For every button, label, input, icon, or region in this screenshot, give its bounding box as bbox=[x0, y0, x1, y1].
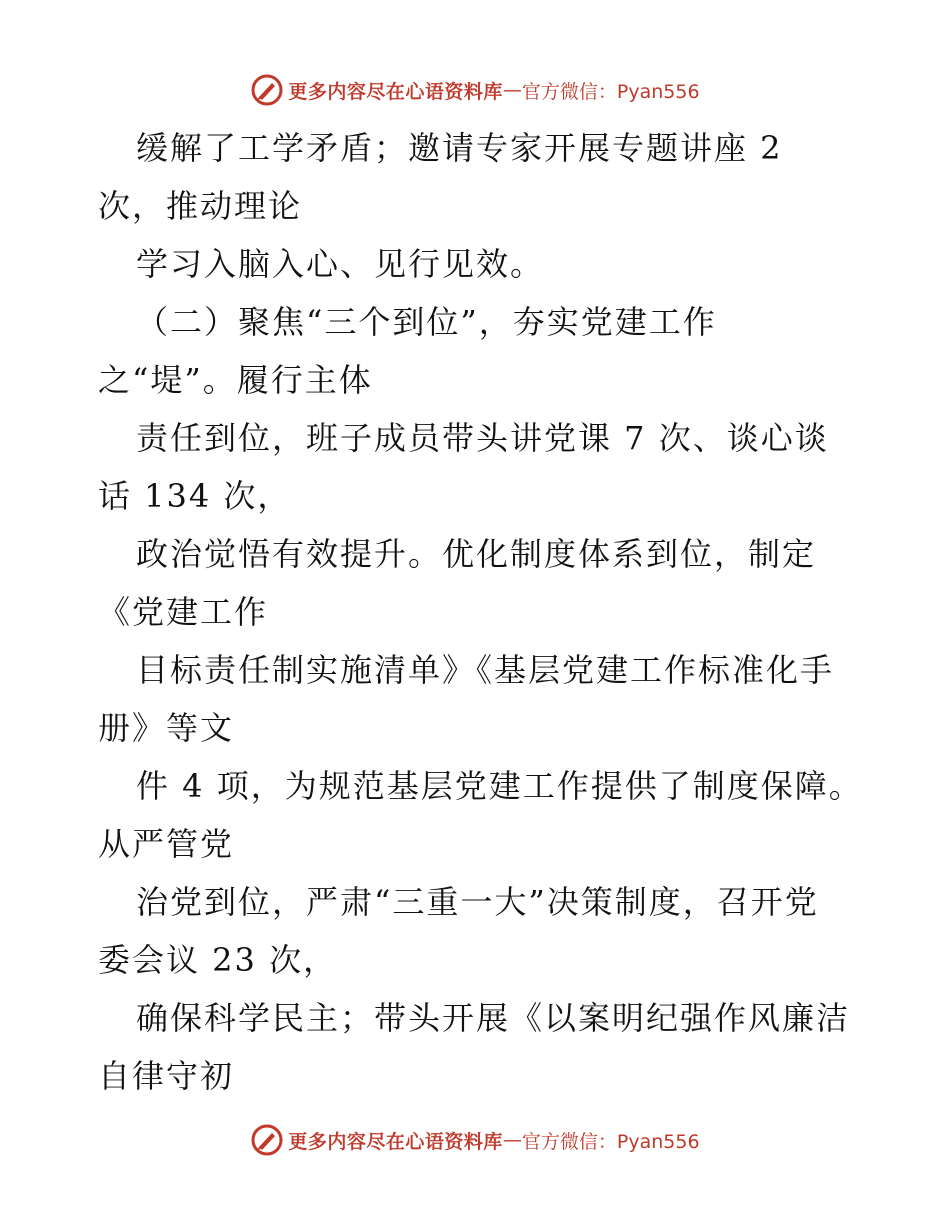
seal-logo-icon bbox=[250, 1123, 284, 1157]
text-line: 自律守初 bbox=[98, 1057, 235, 1095]
text-line: 确保科学民主；带头开展《以案明纪强作风廉洁 bbox=[136, 999, 851, 1037]
text-line: 件 4 项，为规范基层党建工作提供了制度保障。 bbox=[136, 767, 863, 805]
text-line: 学习入脑入心、见行见效。 bbox=[136, 245, 545, 283]
text-line: 委会议 23 次， bbox=[98, 941, 338, 979]
banner-text: 更多内容尽在心语资料库 bbox=[288, 1130, 503, 1153]
banner-separator: — bbox=[502, 1129, 522, 1151]
text-line: 从严管党 bbox=[98, 825, 235, 863]
section-heading: （二）聚焦“三个到位”，夯实党建工作 bbox=[136, 303, 717, 341]
text-line: 目标责任制实施清单》《基层党建工作标准化手 bbox=[136, 651, 835, 689]
text-line: 之“堤”。履行主体 bbox=[98, 361, 373, 399]
banner-text: 更多内容尽在心语资料库 bbox=[288, 80, 503, 103]
footer-banner bbox=[0, 1120, 950, 1160]
text-line: 《党建工作 bbox=[98, 593, 269, 631]
text-line: 次，推动理论 bbox=[98, 187, 303, 225]
text-line: 治党到位，严肃“三重一大”决策制度，召开党 bbox=[136, 883, 819, 921]
text-line: 责任到位，班子成员带头讲党课 7 次、谈心谈 bbox=[136, 419, 829, 457]
text-line: 缓解了工学矛盾；邀请专家开展专题讲座 2 bbox=[136, 129, 783, 167]
banner-wechat: 官方微信：Pyan556 bbox=[521, 1130, 700, 1153]
text-line: 话 134 次， bbox=[98, 477, 292, 515]
text-line: 册》等文 bbox=[98, 709, 235, 747]
banner-separator: — bbox=[502, 79, 522, 101]
banner-wechat: 官方微信：Pyan556 bbox=[521, 80, 700, 103]
text-line: 政治觉悟有效提升。优化制度体系到位，制定 bbox=[136, 535, 817, 573]
